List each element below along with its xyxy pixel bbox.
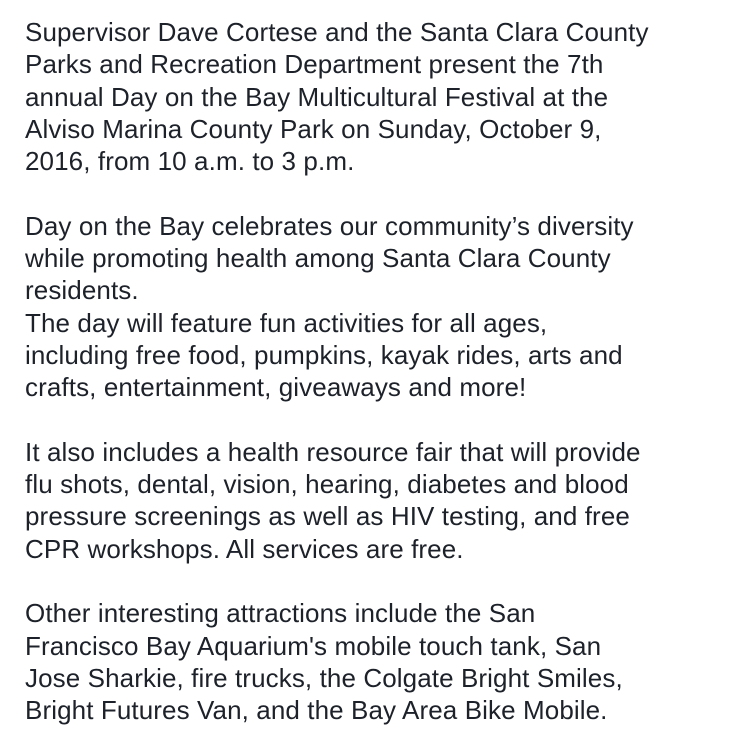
paragraph-health-fair	[25, 436, 737, 565]
text-line: residents.	[25, 275, 139, 306]
text-line: Supervisor Dave Cortese and the Santa Clara County	[25, 17, 649, 47]
text-line: while promoting health among Santa Clara County	[25, 243, 611, 274]
text-line: Bright Futures Van, and the Bay Area Bike Mobile.	[25, 695, 608, 726]
paragraph-celebration	[25, 210, 737, 404]
paragraph-spacer	[25, 177, 737, 209]
paragraph-spacer	[25, 404, 737, 436]
text-line: Francisco Bay Aquarium's mobile touch tank, San	[25, 630, 602, 661]
text-line: Alviso Marina County Park on Sunday, October 9,	[25, 113, 602, 144]
paragraph-event-intro	[25, 16, 737, 177]
text-line: Day on the Bay celebrates our community’s diversity	[25, 210, 634, 241]
text-line: Other interesting attractions include the San	[25, 598, 536, 629]
text-line: pressure screenings as well as HIV testing, and free	[25, 501, 630, 532]
post-body-text	[25, 16, 737, 727]
text-line: annual Day on the Bay Multicultural Festival at the	[25, 81, 609, 112]
text-line: crafts, entertainment, giveaways and more!	[25, 372, 527, 403]
text-line: 2016, from 10 a.m. to 3 p.m.	[25, 146, 355, 177]
paragraph-spacer	[25, 565, 737, 597]
paragraph-attractions	[25, 597, 737, 726]
text-line: flu shots, dental, vision, hearing, diabetes and blood	[25, 469, 629, 500]
text-line: The day will feature fun activities for all ages,	[25, 307, 548, 338]
text-line: Jose Sharkie, fire trucks, the Colgate Bright Smiles,	[25, 662, 623, 693]
text-line: CPR workshops. All services are free.	[25, 533, 464, 564]
text-line: It also includes a health resource fair that will provide	[25, 436, 641, 467]
text-line: Parks and Recreation Department present the 7th	[25, 49, 604, 80]
text-line: including free food, pumpkins, kayak rides, arts and	[25, 339, 623, 370]
